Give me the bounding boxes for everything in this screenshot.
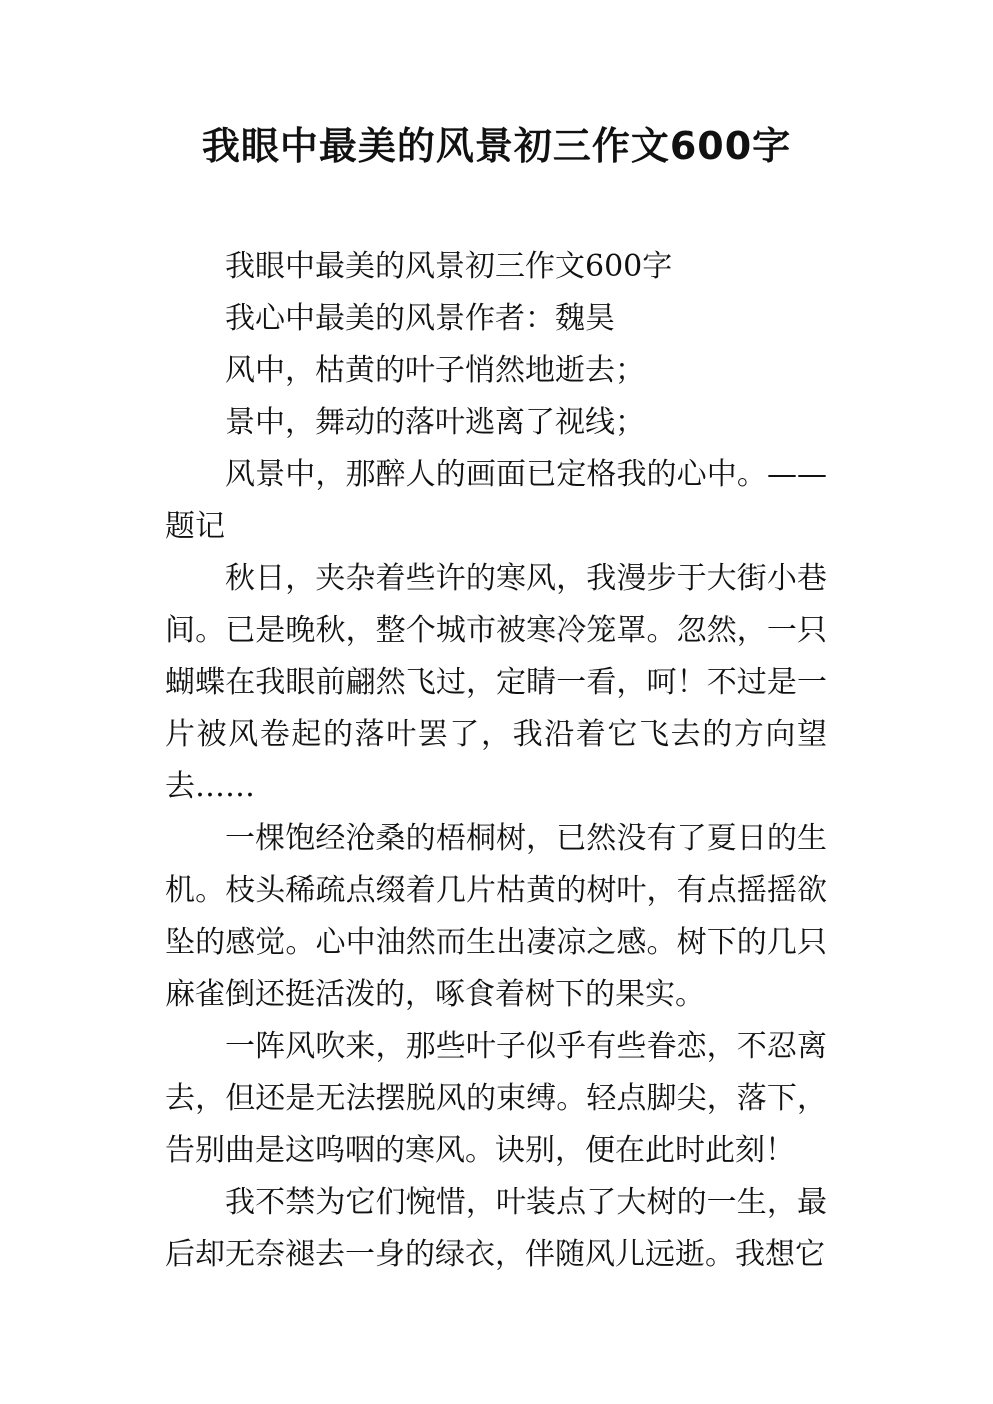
document-title: 我眼中最美的风景初三作文600字	[201, 124, 792, 168]
paragraph-heading-repeat: 我眼中最美的风景初三作文600字	[225, 249, 673, 284]
paragraph-epigraph-line-1: 风中，枯黄的叶子悄然地逝去；	[225, 353, 645, 388]
paragraph-epigraph-line-2: 景中，舞动的落叶逃离了视线；	[225, 405, 645, 440]
paragraph-wutong-tree: 一棵饱经沧桑的梧桐树，已然没有了夏日的生机。枝头稀疏点缀着几片枯黄的树叶，有点摇摇欲坠的感觉。心中油然而生出凄凉之感。树下的几只麻雀倒还挺活泼的，啄食着树下的果实。	[165, 821, 827, 1012]
paragraph-autumn-walk: 秋日，夹杂着些许的寒风，我漫步于大街小巷间。已是晚秋，整个城市被寒冷笼罩。忽然，一只蝴蝶在我眼前翩然飞过，定睛一看，呵！不过是一片被风卷起的落叶罢了，我沿着它飞去的方向望去……	[165, 561, 827, 804]
paragraph-author: 我心中最美的风景作者：魏昊	[225, 301, 615, 336]
paragraph-lament: 我不禁为它们惋惜，叶装点了大树的一生，最后却无奈褪去一身的绿衣，伴随风儿远逝。我想它	[165, 1185, 827, 1272]
document-body	[165, 241, 827, 1281]
paragraph-epigraph-line-3: 风景中，那醉人的画面已定格我的心中。——题记	[165, 457, 827, 544]
paragraph-wind-gust: 一阵风吹来，那些叶子似乎有些眷恋，不忍离去，但还是无法摆脱风的束缚。轻点脚尖，落下，告别曲是这呜咽的寒风。诀别，便在此时此刻！	[165, 1029, 827, 1168]
